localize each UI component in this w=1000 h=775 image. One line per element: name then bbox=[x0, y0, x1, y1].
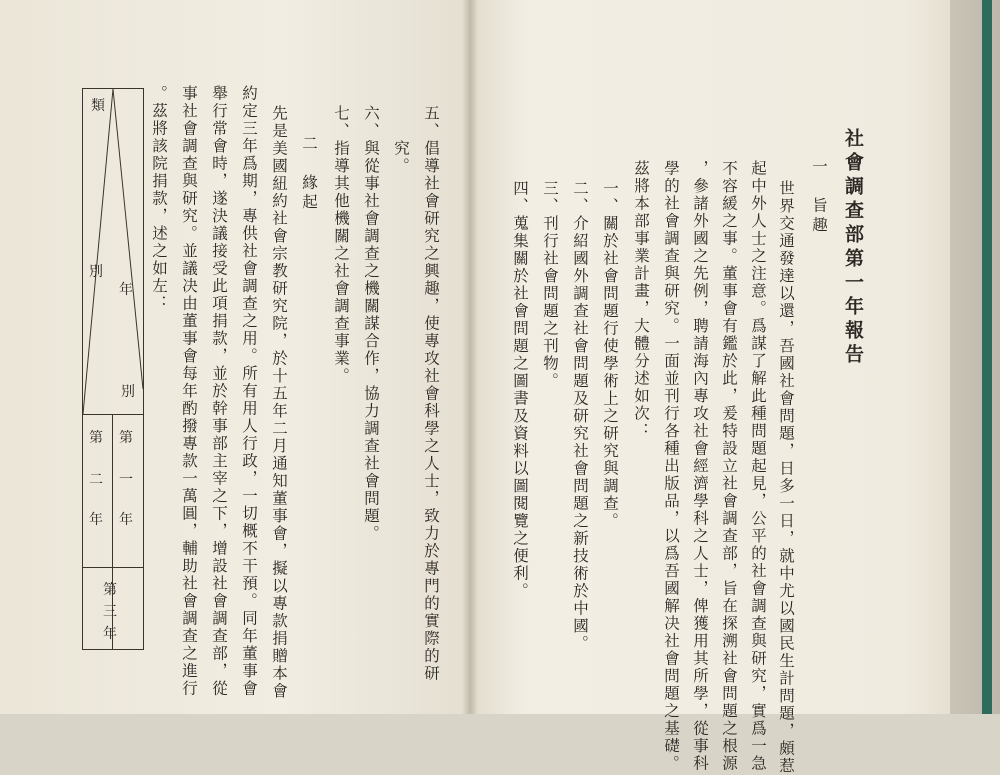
table-cell: 第 bbox=[89, 430, 103, 446]
list-item: 五、倡導社會研究之興趣，使專攻社會科學之人士，致力於專門的實際的研 bbox=[422, 105, 440, 683]
donation-table bbox=[82, 88, 144, 650]
table-cell: 二 bbox=[89, 472, 103, 488]
report-title: 社會調查部第一年報告 bbox=[842, 128, 864, 368]
list-item: 一、關於社會問題行使學術上之研究與調查。 bbox=[601, 180, 619, 530]
text-column: ，參諸外國之先例，聘請海內專攻社會經濟學科之人士，俾獲用其所學，從事科 bbox=[691, 160, 709, 773]
table-divider bbox=[83, 414, 143, 415]
text-column: 世界交通發達以還，吾國社會問題，日多一日，就中尤以國民生計問題，頗惹 bbox=[777, 180, 795, 775]
table-cell: 第 bbox=[103, 582, 117, 598]
table-cell: 第 bbox=[119, 430, 133, 446]
list-item: 七、指導其他機關之社會調查事業。 bbox=[332, 105, 350, 385]
section-heading-aims: 一 旨趣 bbox=[810, 158, 828, 236]
list-item: 四、蒐集關於社會問題之圖書及資料以圖閱覽之便利。 bbox=[511, 180, 529, 600]
left-page bbox=[0, 0, 470, 714]
text-column: 究。 bbox=[392, 140, 410, 175]
text-column: 起中外人士之注意。爲謀了解此種問題起見，公平的社會調查與研究，實爲一急 bbox=[749, 160, 767, 773]
table-header-diagonal bbox=[83, 89, 143, 414]
list-item: 二、介紹國外調查社會問題及研究社會問題之新技術於中國。 bbox=[571, 180, 589, 653]
table-cell: 年 bbox=[89, 512, 103, 528]
list-item: 六、與從事社會調查之機關謀合作，協力調查社會問題。 bbox=[362, 105, 380, 543]
text-column: 。茲將該院捐款，述之如左： bbox=[150, 85, 168, 313]
table-cell: 一 bbox=[119, 472, 133, 488]
page-edge bbox=[950, 0, 1000, 714]
table-header-label: 別 bbox=[89, 264, 103, 280]
section-heading-origin: 二 緣起 bbox=[300, 135, 318, 213]
text-column: 學的社會調查與研究。一面並刊行各種出版品，以爲吾國解决社會問題之基礎。 bbox=[662, 160, 680, 773]
table-cell: 年 bbox=[103, 626, 117, 642]
list-item: 三、刊行社會問題之刊物。 bbox=[541, 180, 559, 390]
text-column: 先是美國紐約社會宗教研究院，於十五年二月通知董事會，擬以專款捐贈本會 bbox=[270, 105, 288, 700]
text-column: 不容緩之事。董事會有鑑於此，爰特設立社會調查部，旨在探溯社會問題之根源 bbox=[720, 160, 738, 773]
text-column: 約定三年爲期，專供社會調查之用。所有用人行政，一切概不干預。同年董事會 bbox=[240, 85, 258, 698]
table-header-category: 類 bbox=[91, 98, 105, 114]
text-column: 事社會調查與研究。並議决由董事會每年酌撥專款一萬圓，輔助社會調查之進行 bbox=[180, 85, 198, 698]
table-divider bbox=[83, 567, 143, 568]
table-header-year: 別 bbox=[121, 384, 135, 400]
text-column: 舉行常會時，遂決議接受此項捐款，並於幹事部主宰之下，增設社會調查部，從 bbox=[210, 85, 228, 698]
table-cell: 三 bbox=[103, 604, 117, 620]
text-column: 茲將本部事業計畫，大體分述如次： bbox=[632, 160, 650, 440]
book-gutter bbox=[462, 0, 478, 714]
table-header-label: 年 bbox=[119, 282, 133, 298]
table-cell: 年 bbox=[119, 512, 133, 528]
